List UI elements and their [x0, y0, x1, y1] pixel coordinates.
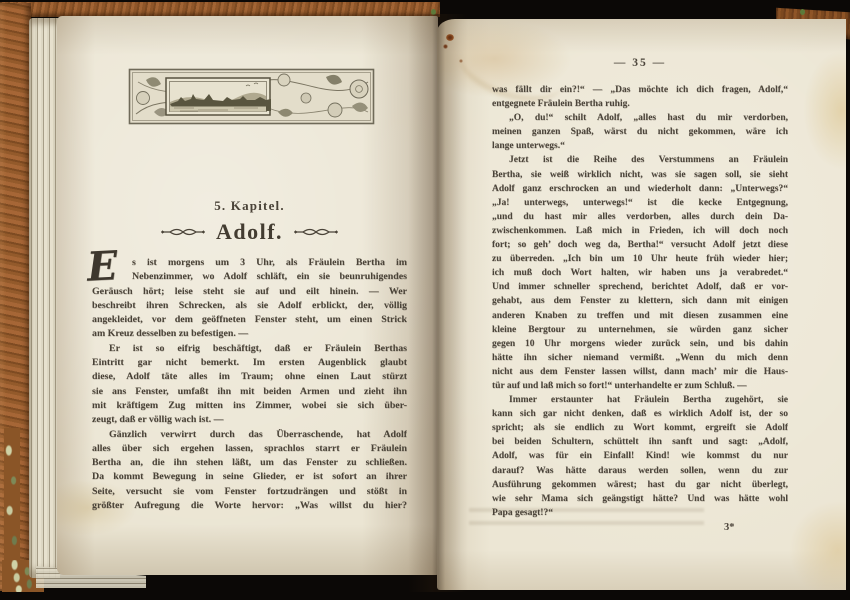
- body-text-line: alles über sich ergehen lassen, sprachlos starrt er Fräulein: [92, 442, 407, 454]
- page-edge-stack-left: [29, 18, 60, 578]
- body-text-line: „und du hast mir alles verdorben, alles durch dein Da-: [492, 211, 788, 222]
- chapter-title: Adolf.: [215, 219, 284, 244]
- body-text-line: kleine Bergtour zu unternehmen, sie würden ganz sicher: [492, 324, 788, 335]
- body-text-line: gegen 10 Uhr morgens wieder zurück sein, und bis dahin: [492, 338, 788, 349]
- body-text-line: zwischenkommen. Laß mich in Frieden, ich will doch noch: [492, 225, 788, 236]
- body-text-line: zu überreden. „Ich bin um 10 Uhr heute früh wieder hier;: [492, 254, 788, 265]
- body-text-line: Bertha, sie weiß wirklich nicht, was sie sagen soll, sie sieht: [492, 169, 788, 180]
- right-page-body-text: [492, 83, 788, 520]
- body-text-line: Jetzt ist die Reihe des Verstummens an Fräulein: [509, 155, 788, 166]
- body-text-line: Und immer schneller sprechend, berichtet Adolf, daß er vor-: [492, 282, 788, 293]
- body-text-line: Seite, versucht sie vom Fenster fortzudrängen und stößt in: [92, 485, 407, 497]
- body-text-line: nicht aus dem Fenster lassen willst, dann mach’ mir die Haus-: [492, 366, 788, 377]
- body-text-line: s ist morgens um 3 Uhr, als Fräulein Bertha im: [132, 257, 407, 268]
- body-text-line: am Kreuz desselben zu befestigen. —: [92, 328, 249, 340]
- body-text-line: sie ans Fenster, umfaßt ihn mit beiden Armen und zieht ihn: [92, 385, 407, 397]
- body-text-line: hätte ihn sicher niemand vermißt. „Wenn du mich denn: [492, 352, 788, 363]
- book-cover-top-edge: [0, 2, 440, 17]
- marbled-cover-edge: [4, 428, 20, 578]
- body-text-line: fort; so geh’ doch weg da, Bertha!“ versucht Adolf jetzt diese: [492, 240, 788, 251]
- left-page-body-text: [92, 256, 407, 513]
- title-flourish-left-icon: [160, 226, 206, 238]
- body-text-line: was fällt dir ein?!“ — „Das möchte ich dich fragen, Adolf,“: [492, 85, 788, 95]
- body-text-line: Adolf ganz erschrocken an und wiederholt dann: „Unterwegs?“: [492, 183, 788, 194]
- body-text-line: „Ja! unterwegs, unterwegs!“ ist die kecke Entgegnung,: [492, 197, 788, 208]
- body-text-line: tür auf und laß mich so fort!“ unterhandelte er zum Schluß. —: [492, 380, 747, 391]
- headband-speck: [431, 9, 436, 15]
- body-text-line: Nebenzimmer, wo Adolf schläft, ein sie beunruhigendes: [132, 271, 407, 283]
- title-flourish-right-icon: [293, 226, 339, 238]
- body-text-line: Er ist so eifrig beschäftigt, daß er Fräulein Berthas: [109, 342, 407, 354]
- body-text-line: Da kommt Bewegung in seine Glieder, er ist sofort an ihrer: [92, 471, 407, 483]
- body-text-line: Adolf, was für ein Einfall! Kind! wie kommst du nur: [492, 451, 788, 462]
- body-text-line: kann sich gar nicht denken, daß es wirklich Adolf ist, der so: [492, 409, 788, 420]
- body-text-line: zeugt, daß er völlig wach ist. —: [92, 414, 224, 426]
- body-text-line: meinen ganzen Spaß, wärst du nicht gekommen, wäre ich: [492, 127, 788, 138]
- body-text-line: bei beiden Schultern, schüttelt ihn sanft und sagt: „Adolf,: [492, 437, 788, 448]
- body-text-line: spricht; als sie endlich zu Wort kommt, ergreift sie Adolf: [492, 423, 788, 434]
- body-text-line: anderen Knaben zu treffen und mit diesen zusammen eine: [492, 310, 788, 321]
- body-text-line: lange unterwegs.“: [492, 141, 565, 152]
- foxing-stain: [446, 34, 454, 41]
- body-text-line: Papa gesagt!?“: [492, 507, 553, 518]
- body-text-line: „O, du!“ schilt Adolf, „alles hast du mir verdorben,: [509, 113, 788, 124]
- page-number: — 35 —: [613, 57, 667, 69]
- body-text-line: darauf? Was hätte daraus werden sollen, wenn du zur: [492, 465, 788, 476]
- body-text-line: mit kräftigem Zug mitten ins Zimmer, wobei sie sich über-: [92, 399, 407, 411]
- left-page: [57, 16, 438, 575]
- drop-cap-initial: E: [85, 242, 119, 291]
- body-text-line: Gänzlich verwirrt durch das Überraschende, hat Adolf: [109, 428, 407, 440]
- chapter-title-row: [92, 219, 407, 245]
- body-text-line: Geräusch hört; leise steht sie auf und eilt hinein. — Wer: [92, 285, 407, 297]
- body-text-line: wie sehr Mama sich geängstigt hätte? Und was hätte wohl: [492, 493, 788, 504]
- body-text-line: gehabt, aus dem Fenster zu klettern, sich dann mit einigen: [492, 296, 788, 307]
- signature-mark: 3*: [724, 522, 735, 533]
- body-text-line: größter Aufregung die Worte hervor: „Was willst du hier?: [92, 500, 407, 512]
- headband-speck: [800, 9, 805, 15]
- body-text-line: ich muß doch Wort halten, wir haben uns ja verabredet.“: [492, 268, 788, 279]
- body-text-line: Immer erstaunter hat Fräulein Bertha zugehört, sie: [509, 395, 788, 406]
- chapter-vignette-landscape-image: [128, 68, 375, 125]
- foxing-stain: [443, 44, 448, 49]
- right-page: [437, 19, 846, 590]
- chapter-number: 5. Kapitel.: [214, 198, 285, 213]
- body-text-line: Bertha an, die ihn stehen läßt, um das Fenster zu schließen.: [92, 457, 407, 469]
- body-text-line: angekleidet, vor dem geöffneten Fenster steht, um einen Strick: [92, 314, 407, 326]
- body-text-line: Ausführung gekommen wärest; hast du gar nicht überlegt,: [492, 479, 788, 490]
- body-text-line: diese, Adolf täte alles im Traum; ohne einen Laut stürzt: [92, 371, 407, 383]
- body-text-line: beschreibt ihren Schrecken, als sie Adolf erblickt, der, völlig: [92, 299, 407, 311]
- body-text-line: Eintritt gar nicht bemerkt. Im ersten Augenblick glaubt: [92, 357, 407, 369]
- body-text-line: entgegnete Fräulein Bertha ruhig.: [492, 99, 630, 110]
